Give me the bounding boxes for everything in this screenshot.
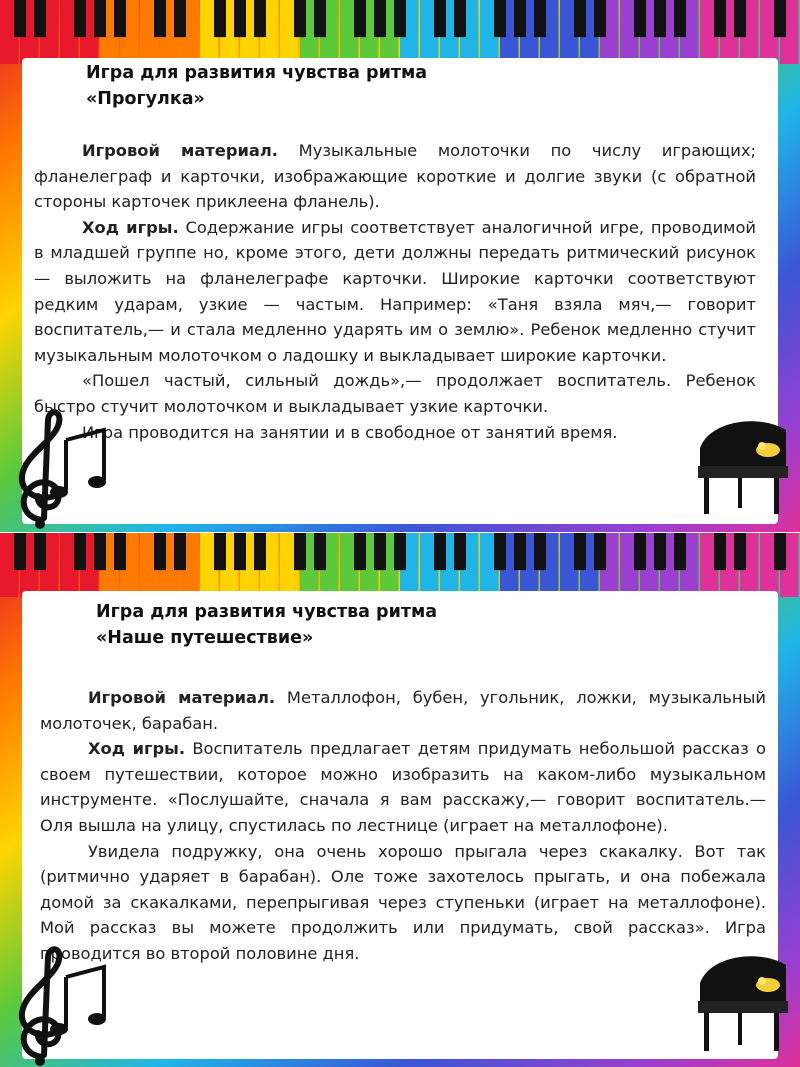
black-key [34, 0, 46, 37]
black-key [294, 533, 306, 570]
black-key [94, 0, 106, 37]
black-key [114, 533, 126, 570]
rules-label: Ход игры. [88, 739, 186, 759]
materials-paragraph [40, 685, 766, 736]
black-key [394, 533, 406, 570]
game-title [86, 60, 427, 112]
black-key [454, 533, 466, 570]
black-key [514, 0, 526, 37]
black-key [94, 533, 106, 570]
black-key [74, 0, 86, 37]
black-key [374, 533, 386, 570]
game-card-1 [0, 0, 800, 532]
black-key [154, 0, 166, 37]
black-key [634, 533, 646, 570]
title-line-1: Игра для развития чувства ритма [86, 63, 428, 83]
black-key [514, 533, 526, 570]
black-key [774, 0, 786, 37]
black-key [634, 0, 646, 37]
story-paragraph: Увидела подружку, она очень хорошо прыгала через скакалку. Вот так (ритмично ударяет в барабан). Оле тоже захотелось прыгать, и она побежала домой за скакалками, перепрыгивая через ступеньки (играет на металлофоне). Мой рассказ вы можете продолжить или придумать, свой рассказ». Игра проводится во второй половине дня. [40, 841, 766, 963]
title-line-2: «Наше путешествие» [96, 628, 314, 648]
black-key [214, 533, 226, 570]
black-key [294, 0, 306, 37]
black-key [714, 0, 726, 37]
black-key [234, 0, 246, 37]
title-line-1: Игра для развития чувства ритма [96, 602, 438, 622]
piano-keys-banner [0, 0, 800, 64]
black-key [534, 533, 546, 570]
game-description [34, 138, 756, 445]
black-key [254, 533, 266, 570]
materials-paragraph [34, 138, 756, 215]
rules-paragraph [40, 736, 766, 838]
black-key [174, 533, 186, 570]
black-key [174, 0, 186, 37]
black-key [114, 0, 126, 37]
black-key [654, 533, 666, 570]
black-key [14, 533, 26, 570]
black-key [494, 533, 506, 570]
rules-paragraph [34, 215, 756, 369]
black-key [674, 0, 686, 37]
materials-label: Игровой материал. [82, 141, 278, 160]
black-key [374, 0, 386, 37]
black-key [674, 533, 686, 570]
game-card-2 [0, 533, 800, 1067]
rules-text: Воспитатель предлагает детям придумать небольшой рассказ о своем путешествии, которое можно изобразить на каком-либо музыкальном инструменте. «Послушайте, сначала я вам расскажу,— говорит воспитатель.— Оля вышла на улицу, спустилась по лестнице (играет на металлофоне). [40, 739, 766, 835]
black-key [594, 0, 606, 37]
rain-paragraph: «Пошел частый, сильный дождь»,— продолжает воспитатель. Ребенок быстро стучит молоточком и выкладывает узкие карточки. [34, 371, 756, 416]
rules-text: Содержание игры соответствует аналогичной игре, проводимой в младшей группе но, кроме этого, дети должны передать ритмический рисунок — выложить на фланелеграфе карточки. Широкие карточки соответствуют редким ударам, узкие — частым. Например: «Таня взяла мяч,— говорит воспитатель,— и стала медленно ударять им о землю». Ребенок медленно стучит музыкальным молоточком о ладошку и выкладывает широкие карточки. [34, 217, 756, 365]
black-key [214, 0, 226, 37]
black-key [314, 0, 326, 37]
time-paragraph: Игра проводится на занятии и в свободное от занятий время. [82, 422, 618, 442]
grand-piano-icon [690, 410, 795, 520]
black-key [14, 0, 26, 37]
black-key [734, 0, 746, 37]
black-key [434, 0, 446, 37]
treble-clef-notes-icon [4, 400, 114, 530]
black-key [74, 533, 86, 570]
materials-text: Металлофон, бубен, угольник, ложки, музыкальный молоточек, барабан. [40, 688, 766, 733]
black-key [314, 533, 326, 570]
black-key [654, 0, 666, 37]
black-key [574, 0, 586, 37]
rules-label: Ход игры. [82, 217, 179, 237]
black-key [354, 0, 366, 37]
black-key [714, 533, 726, 570]
black-key [394, 0, 406, 37]
materials-text: Музыкальные молоточки по числу играющих; фланелеграф и карточки, изображающие короткие и долгие звуки (с обратной стороны карточек приклеена фланель). [34, 141, 756, 212]
materials-label: Игровой материал. [88, 688, 276, 707]
treble-clef-notes-icon [4, 937, 114, 1067]
black-key [454, 0, 466, 37]
black-key [354, 533, 366, 570]
black-key [234, 533, 246, 570]
game-description [40, 685, 766, 967]
black-key [774, 533, 786, 570]
black-key [154, 533, 166, 570]
title-line-2: «Прогулка» [86, 89, 205, 109]
game-title [96, 599, 437, 651]
black-key [254, 0, 266, 37]
grand-piano-icon [690, 945, 795, 1057]
black-key [34, 533, 46, 570]
black-key [734, 533, 746, 570]
black-key [494, 0, 506, 37]
black-key [534, 0, 546, 37]
black-key [594, 533, 606, 570]
black-key [574, 533, 586, 570]
black-key [434, 533, 446, 570]
piano-keys-banner [0, 533, 800, 597]
